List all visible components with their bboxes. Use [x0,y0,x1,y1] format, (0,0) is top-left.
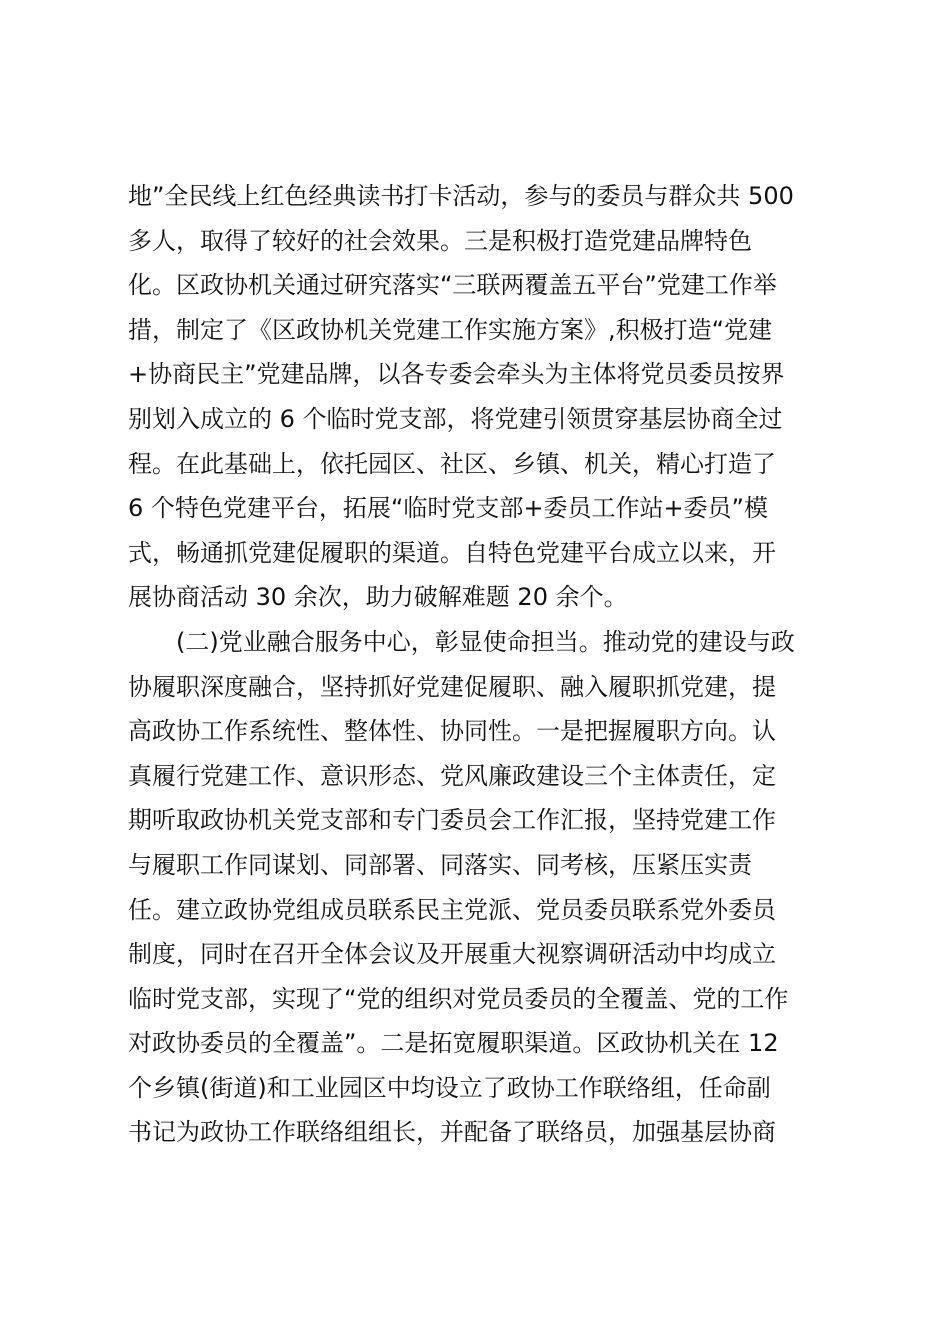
body-text [128,174,838,1155]
text-line-3: 化。区政协机关通过研究落实“三联两覆盖五平台”党建工作举 [128,271,777,300]
text-line-8: 6 个特色党建平台，拓展“临时党支部+委员工作站+委员”模 [128,494,768,523]
text-line-4: 措，制定了《区政协机关党建工作实施方案》,积极打造“党建 [128,315,773,344]
section-heading-line: (二)党业融合服务中心，彰显使命担当。推动党的建设与政 [128,627,795,656]
text-line-18: 制度，同时在召开全体会议及开展重大视察调研活动中均成立 [128,940,776,969]
text-line-1: 地”全民线上红色经典读书打卡活动，参与的委员与群众共 500 [128,182,794,210]
text-line-10: 展协商活动 30 余次，助力破解难题 20 余个。 [128,583,628,612]
text-line-15: 期听取政协机关党支部和专门委员会工作汇报，坚持党建工作 [128,806,776,835]
text-line-20: 对政协委员的全覆盖”。二是拓宽履职渠道。区政协机关在 12 [128,1029,779,1058]
text-line-22: 书记为政协工作联络组组长，并配备了联络员，加强基层协商 [128,1118,776,1147]
text-line-19: 临时党支部，实现了“党的组织对党员委员的全覆盖、党的工作 [128,984,789,1013]
text-line-12: 协履职深度融合，坚持抓好党建促履职、融入履职抓党建，提 [128,672,776,701]
text-line-7: 程。在此基础上，依托园区、社区、乡镇、机关，精心打造了 [128,449,776,478]
text-line-5: +协商民主”党建品牌，以各专委会牵头为主体将党员委员按界 [128,360,785,389]
text-line-17: 任。建立政协党组成员联系民主党派、党员委员联系党外委员 [128,895,776,924]
text-line-13: 高政协工作系统性、整体性、协同性。一是把握履职方向。认 [128,717,776,746]
text-line-14: 真履行党建工作、意识形态、党风廉政建设三个主体责任，定 [128,761,776,790]
text-line-16: 与履职工作同谋划、同部署、同落实、同考核，压紧压实责 [128,850,752,879]
text-line-6: 别划入成立的 6 个临时党支部，将党建引领贯穿基层协商全过 [128,404,783,433]
text-line-2: 多人，取得了较好的社会效果。三是积极打造党建品牌特色 [128,226,752,255]
text-line-9: 式，畅通抓党建促履职的渠道。自特色党建平台成立以来，开 [128,538,776,567]
text-line-21: 个乡镇(街道)和工业园区中均设立了政协工作联络组，任命副 [128,1073,771,1102]
